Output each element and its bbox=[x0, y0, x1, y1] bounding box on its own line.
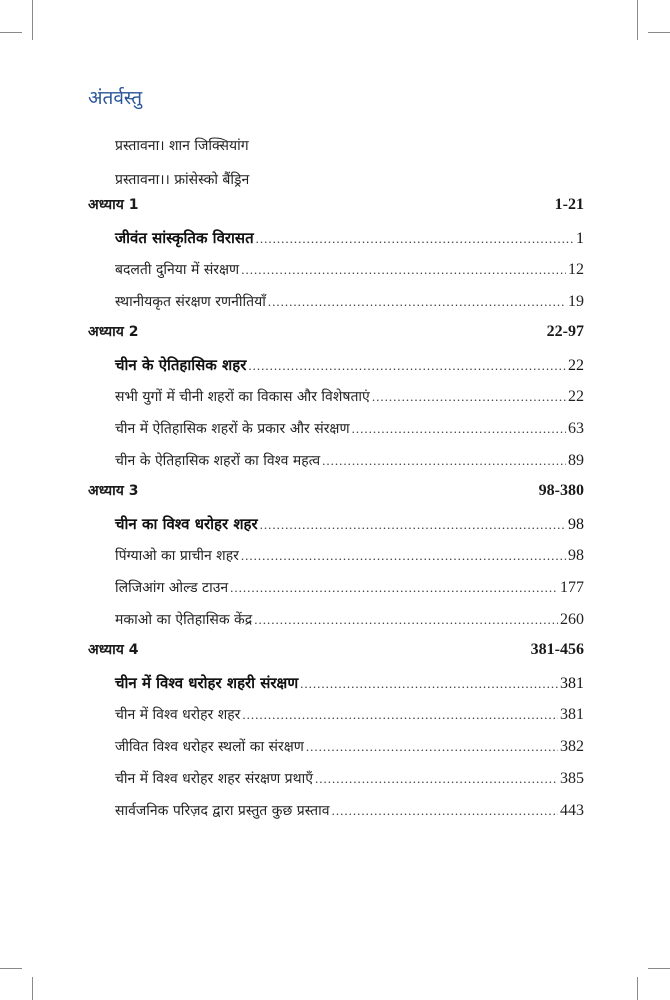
entry-page-number: 382 bbox=[560, 738, 584, 755]
preface-1[interactable]: प्रस्तावना। शान जिक्सियांग bbox=[115, 138, 249, 154]
entry-title: जीवंत सांस्कृतिक विरासत bbox=[115, 229, 254, 247]
toc-entry[interactable] bbox=[115, 541, 584, 573]
toc-entry[interactable] bbox=[115, 700, 584, 732]
dot-leader bbox=[241, 255, 566, 285]
dot-leader bbox=[260, 510, 566, 540]
entry-page-number: 381 bbox=[560, 706, 584, 723]
chapter-label: अध्याय 3 bbox=[88, 483, 139, 499]
toc-entry[interactable] bbox=[115, 764, 584, 796]
entry-page-number: 98 bbox=[568, 547, 584, 564]
toc-section-heading[interactable] bbox=[115, 668, 584, 700]
entry-page-number: 63 bbox=[568, 420, 584, 437]
toc-entry[interactable] bbox=[115, 796, 584, 828]
chapter-3 bbox=[88, 478, 584, 637]
chapter-page-range: 22-97 bbox=[546, 323, 584, 340]
chapter-1 bbox=[88, 192, 584, 319]
entry-title: चीन में विश्व धरोहर शहरी संरक्षण bbox=[115, 674, 299, 692]
entry-page-number: 177 bbox=[560, 579, 584, 596]
toc-entry[interactable] bbox=[115, 446, 584, 478]
entry-page-number: 381 bbox=[560, 675, 584, 692]
chapter-heading[interactable] bbox=[88, 478, 584, 509]
entry-title: चीन के ऐतिहासिक शहरों का विश्व महत्व bbox=[115, 453, 321, 469]
toc-entry[interactable] bbox=[115, 382, 584, 414]
dot-leader bbox=[268, 287, 566, 317]
toc-entry[interactable] bbox=[115, 732, 584, 764]
toc-entry[interactable] bbox=[115, 605, 584, 637]
entry-title: मकाओ का ऐतिहासिक केंद्र bbox=[115, 612, 253, 628]
crop-mark-bottom-left-vertical bbox=[32, 977, 33, 1000]
entry-page-number: 89 bbox=[568, 452, 584, 469]
toc-entry[interactable] bbox=[115, 287, 584, 319]
crop-mark-top-left-vertical bbox=[32, 0, 33, 40]
dot-leader bbox=[242, 700, 558, 730]
toc-entry[interactable] bbox=[115, 573, 584, 605]
chapter-heading[interactable] bbox=[88, 319, 584, 350]
crop-mark-bottom-right-horizontal bbox=[648, 968, 670, 969]
dot-leader bbox=[372, 382, 566, 412]
dot-leader bbox=[241, 541, 566, 571]
chapter-label: अध्याय 1 bbox=[88, 197, 139, 213]
dot-leader bbox=[254, 605, 558, 635]
chapter-page-range: 1-21 bbox=[554, 196, 584, 213]
toc-section-heading[interactable] bbox=[115, 509, 584, 541]
entry-title: चीन में विश्व धरोहर शहर bbox=[115, 707, 241, 723]
chapter-label: अध्याय 2 bbox=[88, 324, 139, 340]
chapter-label: अध्याय 4 bbox=[88, 642, 139, 658]
table-of-contents bbox=[88, 192, 584, 828]
chapter-heading[interactable] bbox=[88, 192, 584, 223]
crop-mark-bottom-right-vertical bbox=[637, 977, 638, 1000]
chapter-page-range: 98-380 bbox=[538, 482, 584, 499]
entry-title: चीन में विश्व धरोहर शहर संरक्षण प्रथाएँ bbox=[115, 771, 313, 787]
dot-leader bbox=[315, 764, 558, 794]
toc-entry[interactable] bbox=[115, 255, 584, 287]
chapter-heading[interactable] bbox=[88, 637, 584, 668]
entry-title: स्थानीयकृत संरक्षण रणनीतियाँ bbox=[115, 294, 266, 310]
crop-mark-top-left-horizontal bbox=[0, 32, 22, 33]
entry-title: लिजिआंग ओल्ड टाउन bbox=[115, 580, 229, 596]
entry-page-number: 12 bbox=[568, 261, 584, 278]
dot-leader bbox=[332, 796, 558, 826]
entry-title: सभी युगों में चीनी शहरों का विकास और विशेषताएं bbox=[115, 389, 370, 405]
entry-page-number: 22 bbox=[568, 388, 584, 405]
chapter-2 bbox=[88, 319, 584, 478]
entry-page-number: 443 bbox=[560, 802, 584, 819]
crop-mark-bottom-left-horizontal bbox=[0, 968, 22, 969]
entry-title: जीवित विश्व धरोहर स्थलों का संरक्षण bbox=[115, 739, 304, 755]
chapter-page-range: 381-456 bbox=[530, 641, 584, 658]
chapter-4 bbox=[88, 637, 584, 828]
entry-title: चीन में ऐतिहासिक शहरों के प्रकार और संरक्षण bbox=[115, 421, 350, 437]
preface-2[interactable]: प्रस्तावना।। फ्रांसेस्को बैंड्रिन bbox=[115, 172, 250, 188]
toc-section-heading[interactable] bbox=[115, 350, 584, 382]
entry-title: बदलती दुनिया में संरक्षण bbox=[115, 262, 240, 278]
dot-leader bbox=[300, 669, 558, 699]
dot-leader bbox=[352, 414, 566, 444]
entry-title: सार्वजनिक परिज़द द्वारा प्रस्तुत कुछ प्रस्ताव bbox=[115, 803, 330, 819]
dot-leader bbox=[322, 446, 566, 476]
entry-title: चीन का विश्व धरोहर शहर bbox=[115, 515, 258, 533]
toc-section-heading[interactable] bbox=[115, 223, 584, 255]
entry-page-number: 1 bbox=[576, 230, 584, 247]
dot-leader bbox=[256, 224, 574, 254]
dot-leader bbox=[248, 351, 566, 381]
crop-mark-top-right-horizontal bbox=[648, 32, 670, 33]
entry-page-number: 385 bbox=[560, 770, 584, 787]
dot-leader bbox=[230, 573, 558, 603]
page-title: अंतर्वस्तु bbox=[88, 87, 143, 109]
crop-mark-top-right-vertical bbox=[637, 0, 638, 40]
toc-entry[interactable] bbox=[115, 414, 584, 446]
entry-page-number: 22 bbox=[568, 357, 584, 374]
entry-page-number: 260 bbox=[560, 611, 584, 628]
prefaces bbox=[115, 133, 249, 201]
dot-leader bbox=[306, 732, 558, 762]
entry-title: चीन के ऐतिहासिक शहर bbox=[115, 356, 247, 374]
entry-title: पिंग्याओ का प्राचीन शहर bbox=[115, 548, 239, 564]
entry-page-number: 98 bbox=[568, 516, 584, 533]
entry-page-number: 19 bbox=[568, 293, 584, 310]
